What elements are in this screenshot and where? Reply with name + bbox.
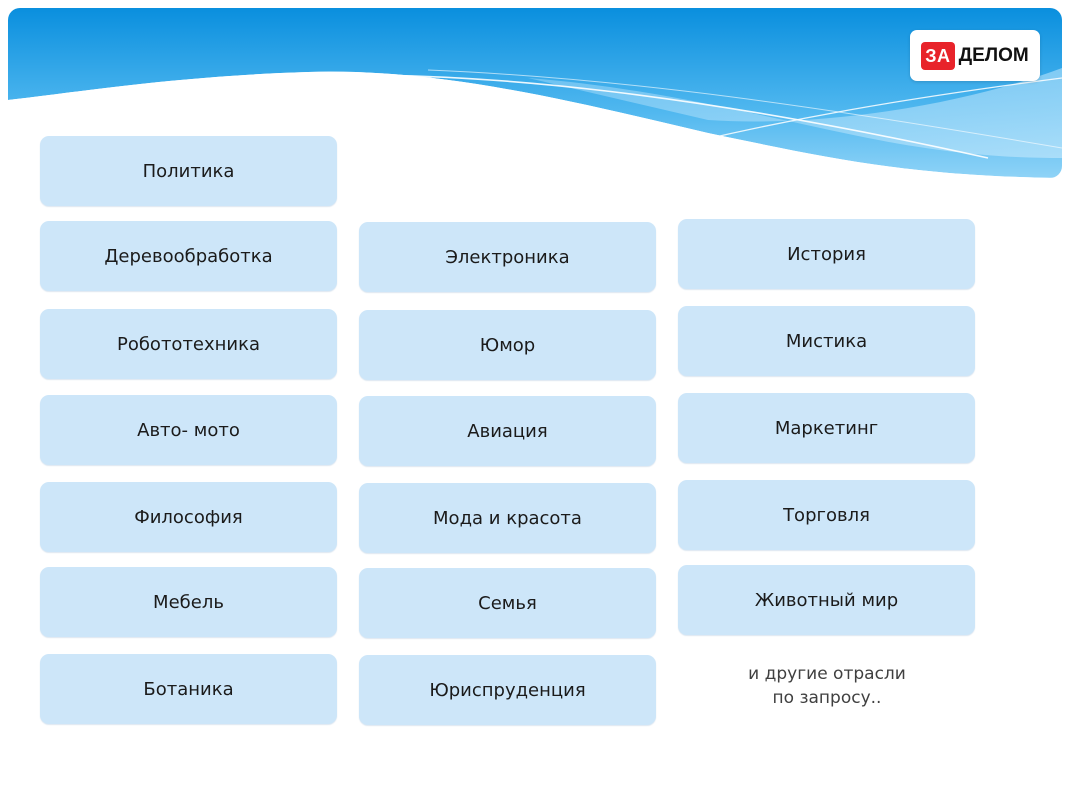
category-card[interactable]: Мебель bbox=[40, 567, 337, 637]
category-card[interactable]: Юриспруденция bbox=[359, 655, 656, 725]
category-card[interactable]: Робототехника bbox=[40, 309, 337, 379]
note-line-1: и другие отрасли bbox=[748, 664, 906, 684]
category-card[interactable]: Философия bbox=[40, 482, 337, 552]
category-card[interactable]: Ботаника bbox=[40, 654, 337, 724]
category-card[interactable]: Маркетинг bbox=[678, 393, 975, 463]
category-card[interactable]: Юмор bbox=[359, 310, 656, 380]
note-line-2: по запросу.. bbox=[772, 688, 882, 708]
category-card[interactable]: История bbox=[678, 219, 975, 289]
category-card[interactable]: Животный мир bbox=[678, 565, 975, 635]
logo-delom-text: ДЕЛОМ bbox=[958, 44, 1029, 66]
logo bbox=[910, 30, 1040, 81]
category-card[interactable]: Семья bbox=[359, 568, 656, 638]
category-card[interactable]: Авиация bbox=[359, 396, 656, 466]
more-industries-note bbox=[700, 662, 954, 710]
category-card[interactable]: Мода и красота bbox=[359, 483, 656, 553]
category-card[interactable]: Мистика bbox=[678, 306, 975, 376]
category-card[interactable]: Авто- мото bbox=[40, 395, 337, 465]
category-card[interactable]: Политика bbox=[40, 136, 337, 206]
category-card[interactable]: Электроника bbox=[359, 222, 656, 292]
logo-za-badge: ЗА bbox=[921, 42, 954, 70]
category-card[interactable]: Торговля bbox=[678, 480, 975, 550]
category-card[interactable]: Деревообработка bbox=[40, 221, 337, 291]
